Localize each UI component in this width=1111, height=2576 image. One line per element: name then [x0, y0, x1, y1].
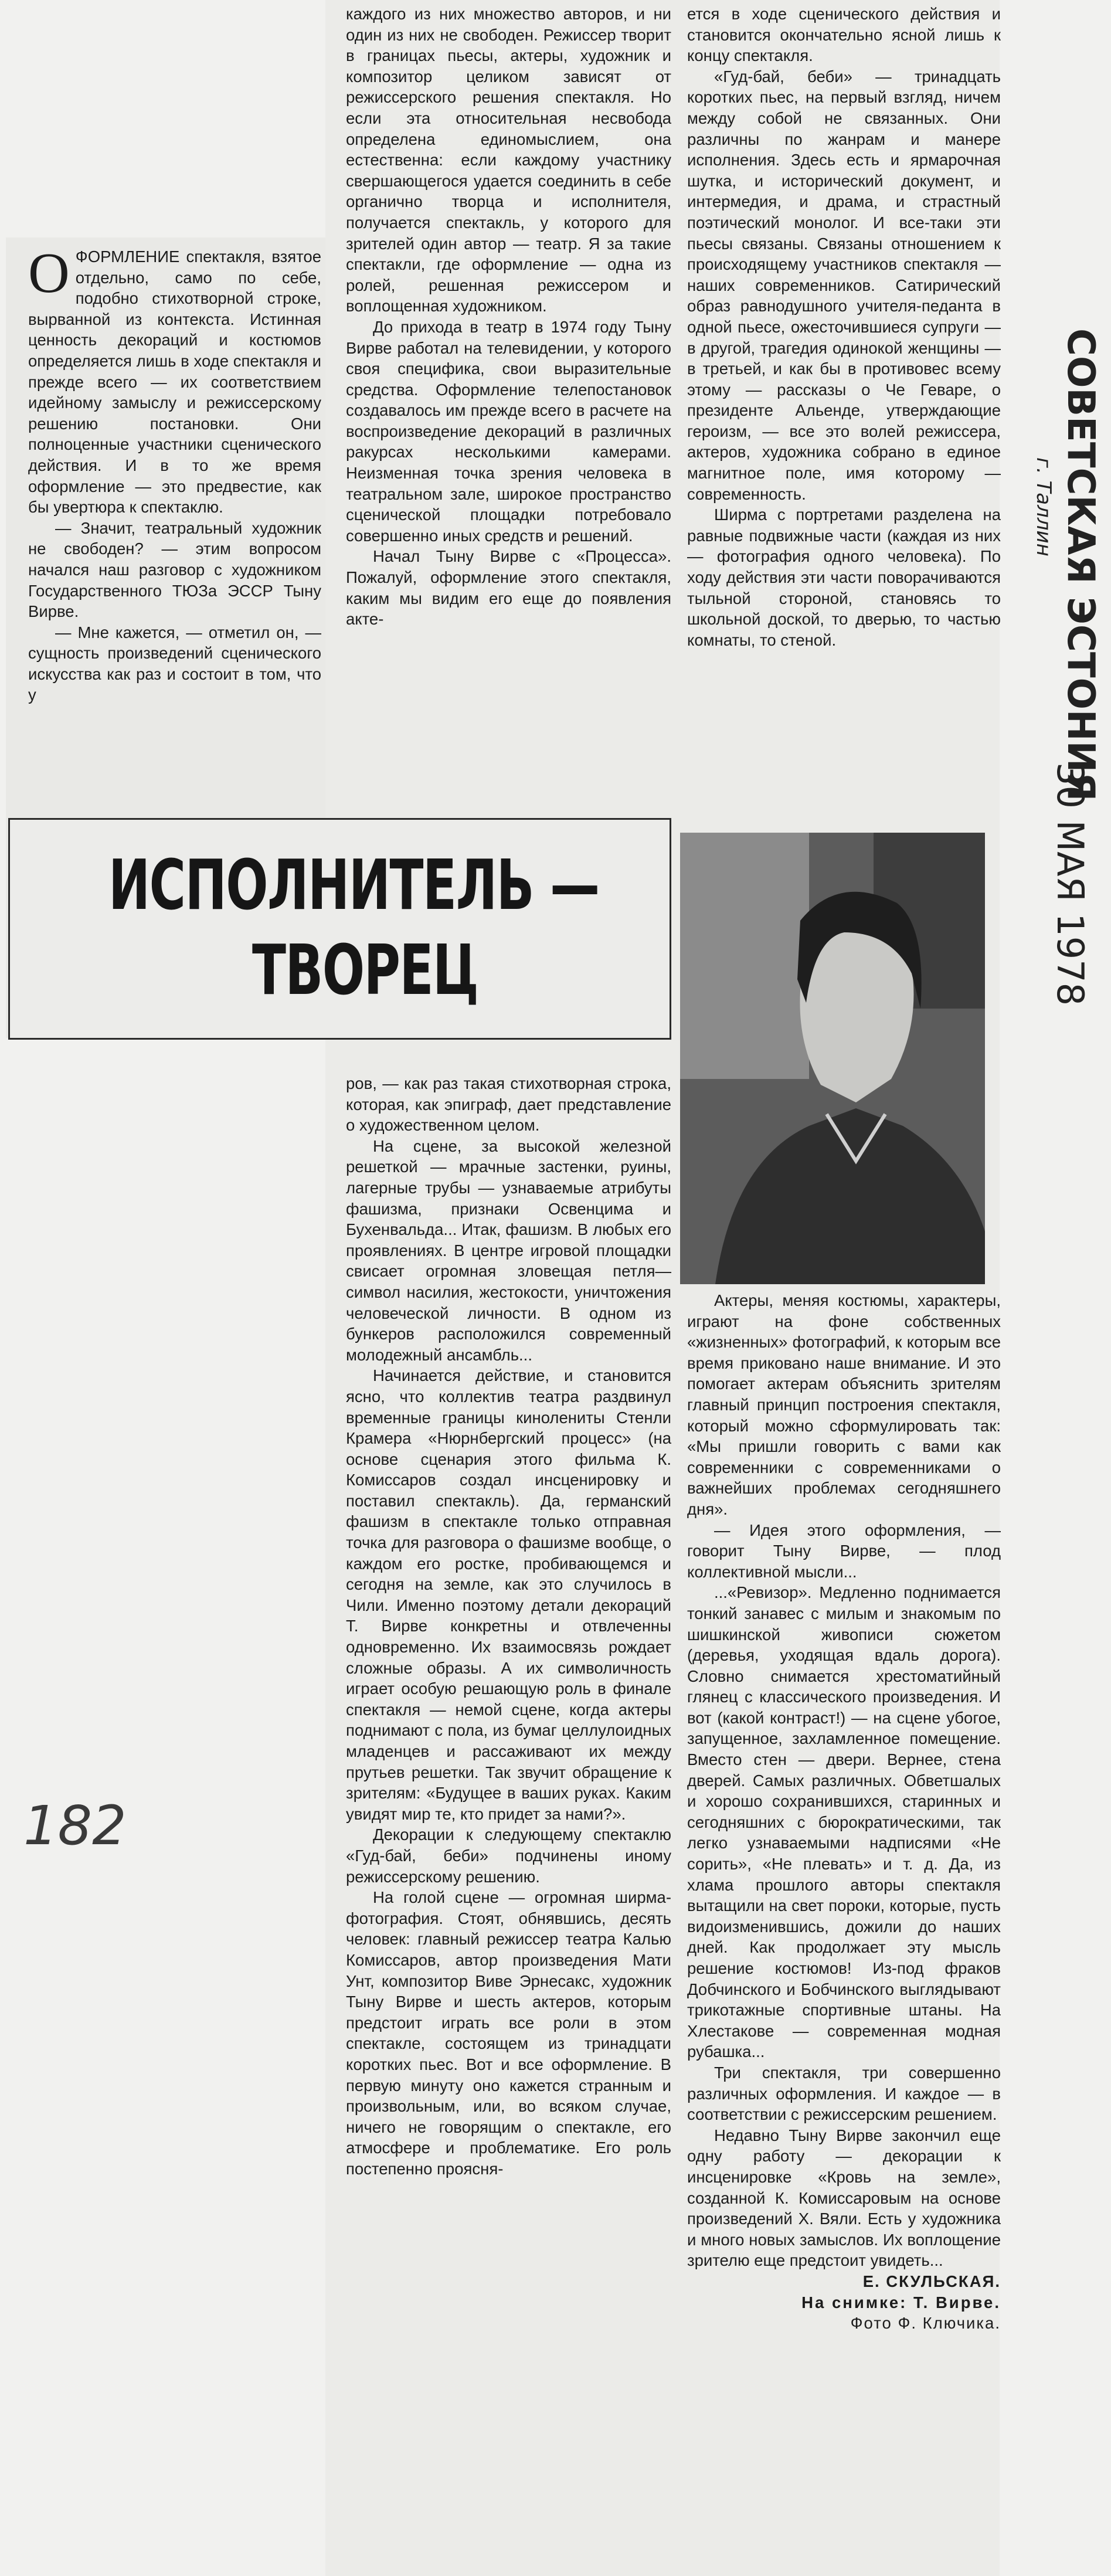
column-2-top — [346, 4, 671, 630]
column-3-bottom — [687, 1290, 1001, 2334]
col3-paragraph: Недавно Тыну Вирве закончил еще одну работу — декорации к инсценировке «Кровь на земле», созданной К. Комиссаровым на основе произведений Х. Вяли. Есть у художника и много новых замыслов. Их воплощение зрителю еще предстоит увидеть... — [687, 2126, 1001, 2270]
col1-paragraph: — Значит, театральный художник не свободен? — этим вопросом начался наш разговор с художником Государственного ТЮЗа ЭССР Тыну Вирве. — [28, 518, 321, 621]
col3-paragraph: — Идея этого оформления, — говорит Тыну Вирве, — плод коллективной мысли... — [687, 1521, 1001, 1581]
col1-paragraph: — Мне кажется, — отметил он, — сущность произведений сценического искусства как раз и состоит в том, что у — [28, 623, 321, 704]
headline-line-1: ИСПОЛНИТЕЛЬ — — [108, 844, 599, 925]
column-1 — [28, 242, 321, 705]
newspaper-stamp: СОВЕТСКАЯ ЭСТОНИЯ — [1059, 328, 1102, 802]
col2-paragraph: На сцене, за высокой железной решеткой — мрачные застенки, руины, лагерные трубы — узнаваемые атрибуты фашизма, признаки Освенцима и Бухенвальда... Итак, фашизм. В любых его проявлениях. В центре игровой площадки свисает огромная зловещая петля—символ насилия, жестокости, уничтожения человеческой личности. В одном из бункеров расположился современный молодежный ансамбль... — [346, 1136, 671, 1364]
drop-cap: О — [28, 242, 70, 305]
col3-paragraph: ...«Ревизор». Медленно поднимается тонкий занавес с милым и знакомым по шишкинской живописи сюжетом (деревья, уходящая вдаль дорога). Словно снимается хрестоматийный глянец с классического произведения. И вот (какой контраст!) — на сцене убогое, запущенное, захламленное помещение. Вместо стен — двери. Вернее, стена дверей. Самых различных. Обветшалых и хорошо сохранившихся, старинных и сегодняшних с бюрократическими, так легко узнаваемыми надписями «Не сорить», «Не плевать» и т. д. Да, из хлама прошлого авторы спектакля вытащили на свет пороки, которые, пусть видоизменившись, дожили до наших дней. Как продолжает эту мысль решение костюмов! Из-под фраков Добчинского и Бобчинского выглядывают трикотажные спортивные штаны. На Хлестакове — современная модная рубашка... — [687, 1583, 1001, 2061]
photo-caption: На снимке: Т. Вирве. — [801, 2293, 1001, 2312]
portrait-image — [680, 833, 985, 1284]
col2-paragraph: каждого из них множество авторов, и ни один из них не свободен. Режиссер творит в границах пьесы, актеры, художник и композитор целиком зависят от режиссерского решения спектакля. Но если эта относительная несвобода определена единомыслием, она естественна: если каждому участнику свершающегося удается соединить в себе органично творца и исполнителя, получается спектакль, у которого для зрителей один автор — театр. Я за такие спектакли, где оформление — одна из ролей, решенная режиссером и воплощенная художником. — [346, 5, 671, 315]
handwritten-number: 182 — [23, 1794, 127, 1857]
portrait-photo — [680, 833, 985, 1284]
column-2-bottom — [346, 1073, 671, 2179]
col3-paragraph: Актеры, меняя костюмы, характеры, играют на фоне собственных «жизненных» фотографий, к которым все время приковано наше внимание. И это помогает актерам объяснить зрителям главный принцип построения спектакля, который можно сформулировать так: «Мы пришли говорить с вами как современники с современниками о важнейших проблемах сегодняшнего дня». — [687, 1291, 1001, 1518]
col3-paragraph: ется в ходе сценического действия и становится окончательно ясной лишь к концу спектакля. — [687, 5, 1001, 65]
col1-paragraph: ФОРМЛЕНИЕ спектакля, взятое отдельно, само по себе, подобно стихотворной строке, вырванной из контекста. Истинная ценность декораций и костюмов определяется лишь в ходе спектакля и прежде всего — их соответствием идейному замыслу и режиссерскому решению постановки. Они полноценные участники сценического действия. И в то же время оформление — это предвестие, как бы увертюра к спектаклю. — [28, 247, 321, 517]
col3-paragraph: «Гуд-бай, беби» — тринадцать коротких пьес, на первый взгляд, ничем между собой не связанных. Они различны по жанрам и манере исполнения. Здесь есть и ярмарочная шутка, и исторический документ, и интермедия, и драма, и страстный поэтический монолог. И все-таки эти пьесы связаны. Связаны отношением к происходящему участников спектакля — наших современников. Сатирический образ равнодушного учителя-педанта в одной пьесе, ожесточившиеся супруги — в другой, трагедия одинокой женщины — в третьей, и как бы в противовес всему этому — рассказы о Че Геваре, о президенте Альенде, утверждающие героизм, — все это волей режиссера, актеров, художника собрано в единое магнитное поле, имя которому — современность. — [687, 67, 1001, 503]
col3-paragraph: Ширма с портретами разделена на равные подвижные части (каждая из них — фотография одного человека). По ходу действия эти части поворачиваются тыльной стороной, становясь то школьной доской, то дверью, то частью комнаты, то стеной. — [687, 505, 1001, 649]
photo-credit: Фото Ф. Ключика. — [850, 2314, 1001, 2333]
headline-line-2: ТВОРЕЦ — [252, 929, 478, 1010]
col2-paragraph: Декорации к следующему спектаклю «Гуд-бай, беби» подчинены иному режиссерскому решению. — [346, 1825, 671, 1886]
date-stamp: 30 МАЯ 1978 — [1049, 762, 1092, 1006]
column-3-top — [687, 4, 1001, 650]
col2-paragraph: Начинается действие, и становится ясно, что коллектив театра раздвинул временные границы кинолениты Стенли Крамера «Нюрнбергский процесс» (на основе сценария этого фильма К. Комиссаров создал инсценировку и поставил спектакль). Да, германский фашизм в спектакле только отправная точка для разговора о фашизме вообще, о каждом его ростке, пробивающемся и сегодня на земле, как это случилось в Чили. Именно поэтому детали декораций Т. Вирве конкретны и отвлеченны одновременно. Их взаимосвязь рождает сложные образы. А их символичность играет особую решающую роль в финале спектакля — немой сцене, когда актеры поднимают с пола, из бумаг целлулоидных младенцев и рассаживают их между прутьев решетки. Так звучит обращение к зрителям: «Будущее в ваших руках. Каким увидят мир те, кто придет за нами?». — [346, 1366, 671, 1823]
col2-paragraph: ров, — как раз такая стихотворная строка, которая, как эпиграф, дает представление о художественном целом. — [346, 1074, 671, 1135]
col3-paragraph: Три спектакля, три совершенно различных оформления. И каждое — в соответствии с режиссерским решением. — [687, 2063, 1001, 2124]
author-signature: Е. СКУЛЬСКАЯ. — [862, 2272, 1001, 2290]
col2-paragraph: На голой сцене — огромная ширма-фотография. Стоят, обнявшись, десять человек: главный режиссер театра Калью Комиссаров, автор произведения Мати Унт, композитор Виве Эрнесакс, художник Тыну Вирве и шесть актеров, которым предстоит играть все роли в этом спектакле, состоящем из тринадцати коротких пьес. Вот и все оформление. В первую минуту оно кажется странным и произвольным, или, во всяком случае, ничего не говорящим о спектакле, его атмосфере и проблематике. Его роль постепенно проясня- — [346, 1888, 671, 2178]
col2-paragraph: Начал Тыну Вирве с «Процесса». Пожалуй, оформление этого спектакля, каким мы видим его еще до появления акте- — [346, 547, 671, 629]
col2-paragraph: До прихода в театр в 1974 году Тыну Вирве работал на телевидении, у которого своя специфика, свои выразительные средства. Оформление телепостановок создавалось им прежде всего в расчете на воспроизведение декораций в различных ракурсах несколькими камерами. Неизменная точка зрения человека в театральном зале, широкое пространство сценической площадки потребовало совершенно иных средств и решений. — [346, 317, 671, 545]
city-stamp: г. Таллин — [1032, 457, 1055, 556]
